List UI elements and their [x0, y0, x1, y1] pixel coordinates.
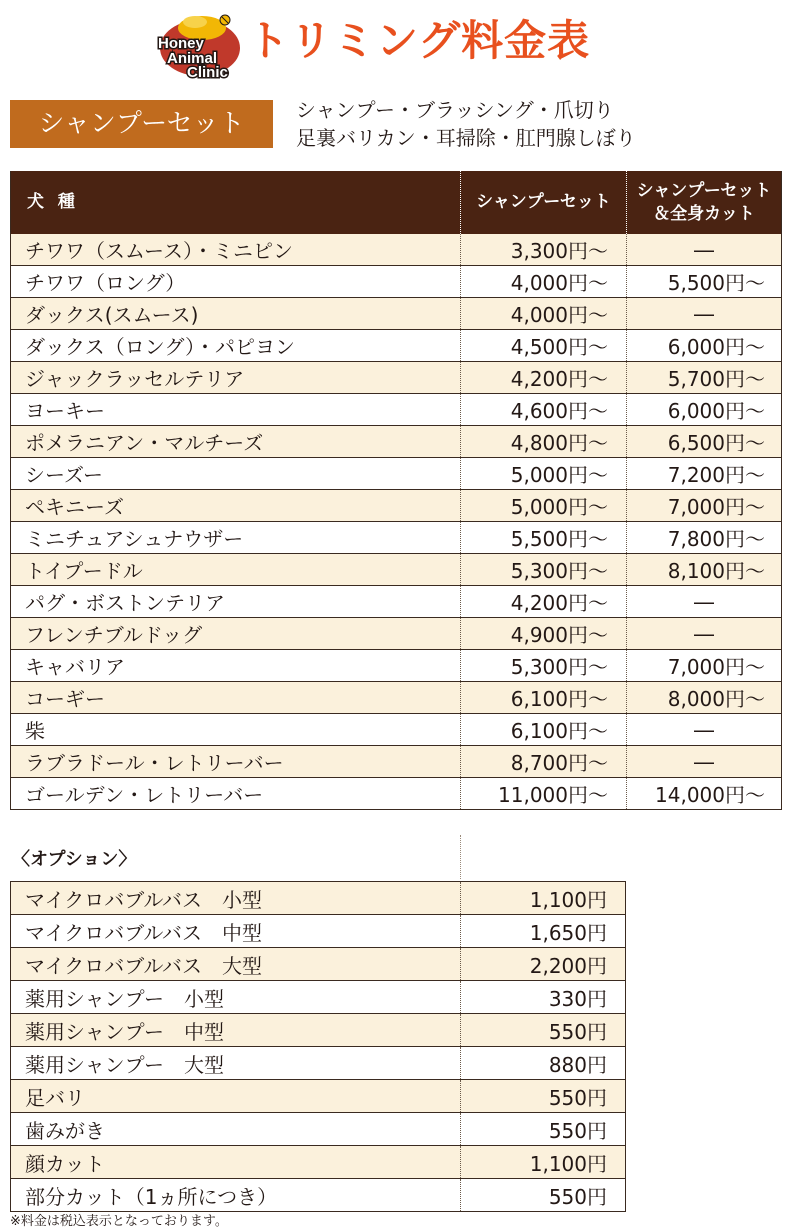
page-title: トリミング料金表 [247, 16, 591, 65]
table-row [11, 618, 782, 650]
option-name: 足バリ [11, 1080, 461, 1113]
shampoo-price: 3,300円〜 [461, 234, 627, 266]
cut-price: 7,000円〜 [627, 490, 782, 522]
table-row [11, 682, 782, 714]
option-price: 1,100円 [461, 882, 626, 915]
breed-name: コーギー [11, 682, 461, 714]
option-price: 1,650円 [461, 915, 626, 948]
logo-text-1: Honey [158, 35, 204, 52]
breed-name: パグ・ボストンテリア [11, 586, 461, 618]
option-row [11, 948, 626, 981]
cut-price: ― [627, 746, 782, 778]
option-row [11, 1014, 626, 1047]
option-price: 550円 [461, 1080, 626, 1113]
option-row [11, 1080, 626, 1113]
option-price: 330円 [461, 981, 626, 1014]
col-cut-header-line-1: シャンプーセット [636, 180, 772, 201]
option-price: 550円 [461, 1179, 626, 1212]
options-table [10, 881, 626, 1212]
cut-price: ― [627, 586, 782, 618]
cut-price: 5,500円〜 [627, 266, 782, 298]
table-row [11, 298, 782, 330]
table-row [11, 586, 782, 618]
option-row [11, 1179, 626, 1212]
shampoo-price: 4,900円〜 [461, 618, 627, 650]
price-table [10, 171, 782, 810]
option-name: 部分カット（1ヵ所につき） [11, 1179, 461, 1212]
option-name: 歯みがき [11, 1113, 461, 1146]
option-price: 550円 [461, 1113, 626, 1146]
breed-name: シーズー [11, 458, 461, 490]
price-table-header [11, 171, 782, 234]
breed-name: ラブラドール・レトリーバー [11, 746, 461, 778]
breed-name: キャバリア [11, 650, 461, 682]
table-row [11, 362, 782, 394]
shampoo-price: 5,300円〜 [461, 650, 627, 682]
shampoo-price: 4,800円〜 [461, 426, 627, 458]
col-shampoo-header: シャンプーセット [461, 171, 627, 234]
breed-name: ペキニーズ [11, 490, 461, 522]
option-price: 1,100円 [461, 1146, 626, 1179]
shampoo-price: 5,000円〜 [461, 458, 627, 490]
logo-text-3: Clinic [187, 64, 228, 80]
breed-name: チワワ（ロング） [11, 266, 461, 298]
shampoo-price: 4,200円〜 [461, 586, 627, 618]
option-row [11, 1146, 626, 1179]
tax-note: ※料金は税込表示となっております。 [10, 1214, 228, 1229]
option-row [11, 1047, 626, 1080]
cut-price: 8,100円〜 [627, 554, 782, 586]
cut-price: 6,000円〜 [627, 394, 782, 426]
shampoo-price: 4,500円〜 [461, 330, 627, 362]
breed-name: チワワ（スムース）・ミニピン [11, 234, 461, 266]
table-row [11, 650, 782, 682]
option-name: マイクロバブルバス 中型 [11, 915, 461, 948]
shampoo-price: 6,100円〜 [461, 682, 627, 714]
option-name: マイクロバブルバス 小型 [11, 882, 461, 915]
option-name: 薬用シャンプー 小型 [11, 981, 461, 1014]
breed-name: ダックス(スムース) [11, 298, 461, 330]
cut-price: 5,700円〜 [627, 362, 782, 394]
breed-name: トイプードル [11, 554, 461, 586]
table-row [11, 394, 782, 426]
option-name: 薬用シャンプー 中型 [11, 1014, 461, 1047]
breed-name: ジャックラッセルテリア [11, 362, 461, 394]
options-title: 〈オプション〉 [12, 849, 137, 870]
shampoo-price: 6,100円〜 [461, 714, 627, 746]
option-name: マイクロバブルバス 大型 [11, 948, 461, 981]
col-cut-header [627, 171, 782, 234]
option-name: 薬用シャンプー 大型 [11, 1047, 461, 1080]
cut-price: 7,200円〜 [627, 458, 782, 490]
breed-name: ダックス（ロング）・パピヨン [11, 330, 461, 362]
cut-price: ― [627, 298, 782, 330]
option-price: 550円 [461, 1014, 626, 1047]
table-row [11, 266, 782, 298]
breed-name: ヨーキー [11, 394, 461, 426]
cut-price: 6,500円〜 [627, 426, 782, 458]
table-row [11, 714, 782, 746]
option-row [11, 981, 626, 1014]
col-cut-header-line-2: ＆全身カット [653, 203, 755, 224]
table-row [11, 778, 782, 810]
option-price: 880円 [461, 1047, 626, 1080]
shampoo-price: 5,000円〜 [461, 490, 627, 522]
col-breed-header: 犬 種 [11, 171, 461, 234]
cut-price: 14,000円〜 [627, 778, 782, 810]
shampoo-set-description [296, 96, 636, 152]
breed-name: フレンチブルドッグ [11, 618, 461, 650]
shampoo-price: 4,600円〜 [461, 394, 627, 426]
breed-name: 柴 [11, 714, 461, 746]
table-row [11, 490, 782, 522]
cut-price: ― [627, 234, 782, 266]
set-desc-line-1: シャンプー・ブラッシング・爪切り [296, 98, 614, 122]
table-row [11, 746, 782, 778]
table-row [11, 522, 782, 554]
option-row [11, 1113, 626, 1146]
table-row [11, 458, 782, 490]
shampoo-price: 5,300円〜 [461, 554, 627, 586]
shampoo-price: 8,700円〜 [461, 746, 627, 778]
option-price: 2,200円 [461, 948, 626, 981]
shampoo-price: 4,200円〜 [461, 362, 627, 394]
option-row [11, 882, 626, 915]
shampoo-set-badge: シャンプーセット [10, 100, 273, 148]
cut-price: 6,000円〜 [627, 330, 782, 362]
cut-price: ― [627, 714, 782, 746]
option-name: 顔カット [11, 1146, 461, 1179]
breed-name: ポメラニアン・マルチーズ [11, 426, 461, 458]
shampoo-price: 4,000円〜 [461, 266, 627, 298]
cut-price: 8,000円〜 [627, 682, 782, 714]
cut-price: ― [627, 618, 782, 650]
option-row [11, 915, 626, 948]
breed-name: ゴールデン・レトリーバー [11, 778, 461, 810]
table-row [11, 554, 782, 586]
cut-price: 7,000円〜 [627, 650, 782, 682]
shampoo-price: 5,500円〜 [461, 522, 627, 554]
logo-text-2: Animal [167, 50, 218, 67]
shampoo-price: 4,000円〜 [461, 298, 627, 330]
table-row [11, 330, 782, 362]
shampoo-price: 11,000円〜 [461, 778, 627, 810]
set-desc-line-2: 足裏バリカン・耳掃除・肛門腺しぼり [296, 126, 636, 150]
option-divider [460, 835, 461, 879]
clinic-logo [153, 8, 247, 80]
breed-name: ミニチュアシュナウザー [11, 522, 461, 554]
cut-price: 7,800円〜 [627, 522, 782, 554]
table-row [11, 426, 782, 458]
table-row [11, 234, 782, 266]
